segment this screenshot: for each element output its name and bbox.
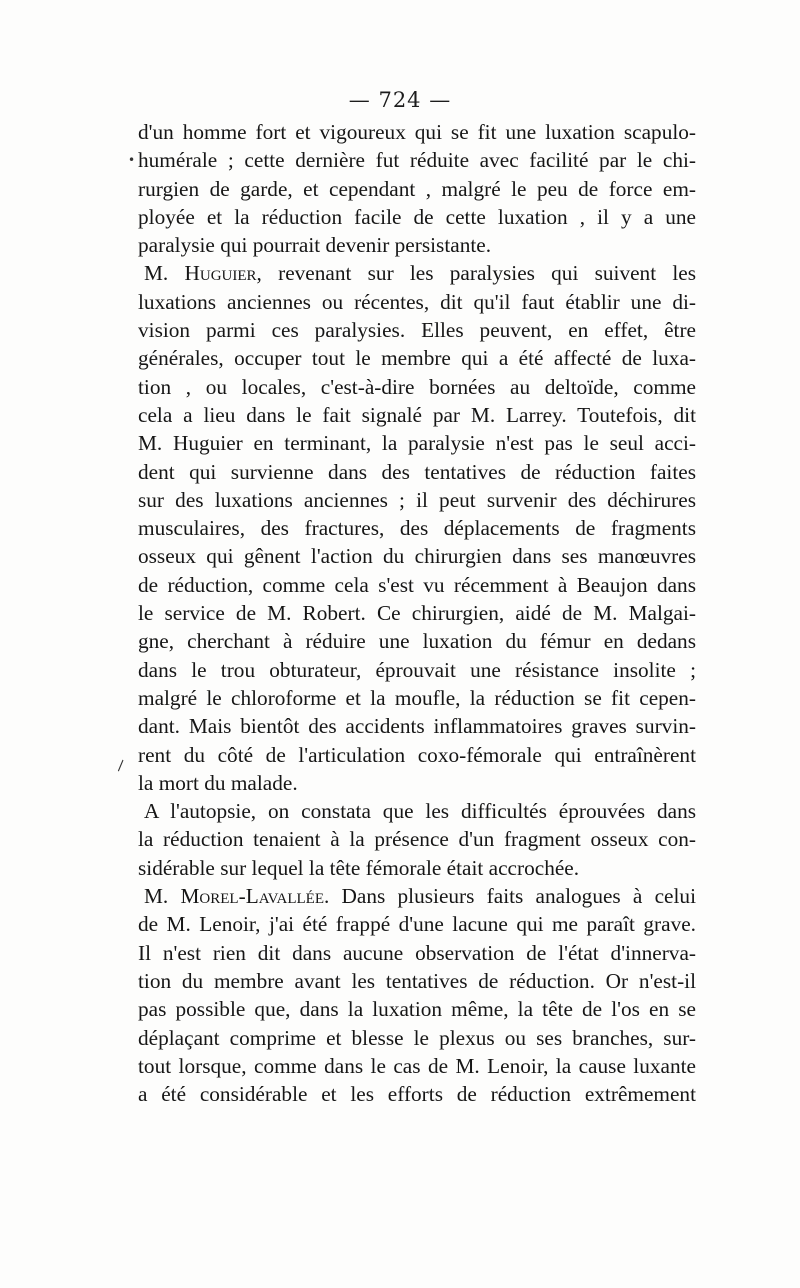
line-text: A l'autopsie, on constata que les difficultés éprouvées dans <box>144 799 696 824</box>
text-line <box>138 542 696 570</box>
margin-mark-icon: • <box>128 153 136 167</box>
page-number: — 724 — <box>348 88 452 112</box>
line-text: sur des luxations anciennes ; il peut survenir des déchirures <box>138 487 696 512</box>
line-text: tout lorsque, comme dans le cas de M. Lenoir, la cause luxante <box>138 1053 696 1078</box>
line-text: ployée et la réduction facile de cette luxation , il y a une <box>138 204 696 229</box>
text-line <box>138 769 696 797</box>
text-line <box>138 1080 696 1108</box>
text-line <box>138 429 696 457</box>
line-text: la réduction tenaient à la présence d'un fragment osseux con- <box>138 827 696 852</box>
line-text: paralysie qui pourrait devenir persistante. <box>138 233 492 258</box>
line-text: musculaires, des fractures, des déplacements de fragments <box>138 516 696 541</box>
line-text: tion du membre avant les tentatives de réduction. Or n'est-il <box>138 968 696 993</box>
line-text: tion , ou locales, c'est-à-dire bornées au deltoïde, comme <box>138 374 696 399</box>
text-line <box>138 203 696 231</box>
line-text: vision parmi ces paralysies. Elles peuvent, en effet, être <box>138 318 696 343</box>
text-line <box>138 118 696 146</box>
text-line <box>138 1024 696 1052</box>
text-line <box>138 882 696 910</box>
text-line <box>138 656 696 684</box>
text-line <box>138 288 696 316</box>
line-text: la mort du malade. <box>138 770 298 795</box>
text-line <box>138 231 696 259</box>
text-line <box>138 599 696 627</box>
text-line <box>138 175 696 203</box>
line-text: générales, occuper tout le membre qui a été affecté de luxa- <box>138 346 696 371</box>
text-line <box>138 514 696 542</box>
line-text: humérale ; cette dernière fut réduite avec facilité par le chi- <box>138 148 696 173</box>
line-text: sidérable sur lequel la tête fémorale était accrochée. <box>138 855 580 880</box>
line-text: de M. Lenoir, j'ai été frappé d'une lacune qui me paraît grave. <box>138 912 696 937</box>
text-line <box>138 797 696 825</box>
line-text: gne, cherchant à réduire une luxation du fémur en dedans <box>138 629 696 654</box>
line-text: a été considérable et les efforts de réduction extrêmement <box>138 1082 696 1107</box>
speaker-name: Morel-Lavallée <box>180 884 324 909</box>
line-prefix: M. <box>144 884 181 909</box>
line-text: . Dans plusieurs faits analogues à celui <box>323 884 696 909</box>
line-text: pas possible que, dans la luxation même, la tête de l'os en se <box>138 997 696 1022</box>
text-line <box>138 458 696 486</box>
line-text: dant. Mais bientôt des accidents inflammatoires graves survin- <box>138 714 696 739</box>
text-line <box>138 939 696 967</box>
text-line <box>138 825 696 853</box>
text-line <box>138 627 696 655</box>
text-line <box>138 344 696 372</box>
line-text: malgré le chloroforme et la moufle, la réduction se fit cepen- <box>138 685 696 710</box>
text-line <box>138 401 696 429</box>
text-line <box>138 259 696 287</box>
text-line <box>138 373 696 401</box>
text-line <box>138 486 696 514</box>
text-line <box>138 712 696 740</box>
line-text: rurgien de garde, et cependant , malgré le peu de force em- <box>138 176 696 201</box>
margin-tick-icon: \ <box>113 758 128 774</box>
line-text: déplaçant comprime et blesse le plexus ou ses branches, sur- <box>138 1025 696 1050</box>
line-prefix: M. <box>144 261 185 286</box>
line-text: Il n'est rien dit dans aucune observation de l'état d'innerva- <box>138 940 696 965</box>
text-line <box>138 910 696 938</box>
line-text: cela a lieu dans le fait signalé par M. Larrey. Toutefois, dit <box>138 402 696 427</box>
line-text: luxations anciennes ou récentes, dit qu'il faut établir une di- <box>138 289 696 314</box>
line-text: de réduction, comme cela s'est vu récemment à Beaujon dans <box>138 572 696 597</box>
text-line <box>138 854 696 882</box>
text-line <box>138 741 696 769</box>
text-line <box>138 1052 696 1080</box>
text-line <box>138 684 696 712</box>
line-text: le service de M. Robert. Ce chirurgien, aidé de M. Malgai- <box>138 601 696 626</box>
text-line <box>138 316 696 344</box>
text-line <box>138 571 696 599</box>
text-line <box>138 967 696 995</box>
line-text: , revenant sur les paralysies qui suivent les <box>256 261 696 286</box>
line-text: rent du côté de l'articulation coxo-fémorale qui entraînèrent <box>138 742 696 767</box>
speaker-name: Huguier <box>184 261 257 286</box>
text-line <box>138 146 696 174</box>
body-text <box>138 118 696 1108</box>
line-text: M. Huguier en terminant, la paralysie n'est pas le seul acci- <box>138 431 696 456</box>
text-line <box>138 995 696 1023</box>
line-text: dans le trou obturateur, éprouvait une résistance insolite ; <box>138 657 696 682</box>
line-text: osseux qui gênent l'action du chirurgien dans ses manœuvres <box>138 544 696 569</box>
line-text: d'un homme fort et vigoureux qui se fit une luxation scapulo- <box>138 120 696 144</box>
line-text: dent qui survienne dans des tentatives de réduction faites <box>138 459 696 484</box>
